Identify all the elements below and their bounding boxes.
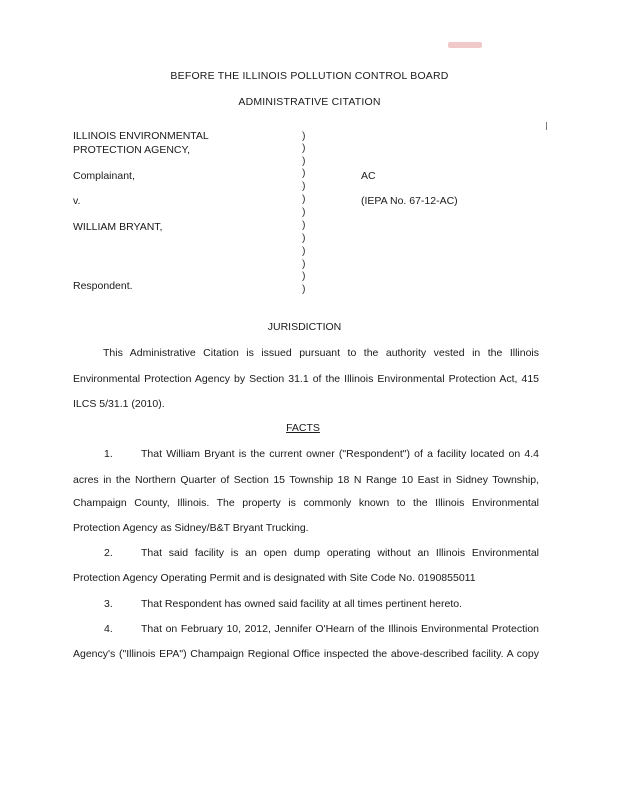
case-type: AC <box>361 170 376 182</box>
jurisdiction-line: Environmental Protection Agency by Section 31.1 of the Illinois Environmental Protection Act, 415 <box>73 373 539 385</box>
caption-paren: ) <box>302 270 306 282</box>
facts-heading: FACTS <box>286 422 320 434</box>
fact-line: That on February 10, 2012, Jennifer O'Hearn of the Illinois Environmental Protection <box>141 623 539 635</box>
respondent-name: WILLIAM BRYANT, <box>73 221 163 233</box>
red-stamp-mark <box>448 42 482 48</box>
caption-paren: ) <box>302 245 306 257</box>
fact-line: Agency's ("Illinois EPA") Champaign Regional Office inspected the above-described facility. A copy <box>73 648 539 660</box>
caption-paren: ) <box>302 142 306 154</box>
document-subtitle: ADMINISTRATIVE CITATION <box>238 96 381 108</box>
jurisdiction-heading: JURISDICTION <box>267 321 342 333</box>
caption-paren: ) <box>302 219 306 231</box>
jurisdiction-line: ILCS 5/31.1 (2010). <box>73 398 165 410</box>
fact-line: That said facility is an open dump operating without an Illinois Environmental <box>141 547 539 559</box>
complainant-name-line1: ILLINOIS ENVIRONMENTAL <box>73 130 209 142</box>
case-number: (IEPA No. 67-12-AC) <box>361 195 458 207</box>
fact-line: acres in the Northern Quarter of Section 15 Township 18 N Range 10 East in Sidney Township, <box>73 474 539 486</box>
fact-line: Protection Agency Operating Permit and is designated with Site Code No. 0190855011 <box>73 572 476 584</box>
jurisdiction-line: This Administrative Citation is issued pursuant to the authority vested in the Illinois <box>103 347 539 359</box>
fact-number: 4. <box>104 623 113 635</box>
caption-paren: ) <box>302 232 306 244</box>
caption-paren: ) <box>302 130 306 142</box>
document-title: BEFORE THE ILLINOIS POLLUTION CONTROL BOARD <box>170 70 449 82</box>
caption-paren: ) <box>302 258 306 270</box>
caption-paren: ) <box>302 283 306 295</box>
complainant-role: Complainant, <box>73 170 135 182</box>
respondent-role: Respondent. <box>73 280 133 292</box>
fact-number: 2. <box>104 547 113 559</box>
complainant-name-line2: PROTECTION AGENCY, <box>73 144 191 156</box>
fact-number: 1. <box>104 448 113 460</box>
caption-paren: ) <box>302 193 306 205</box>
caption-paren: ) <box>302 167 306 179</box>
caption-paren: ) <box>302 180 306 192</box>
fact-line: Champaign County, Illinois. The property is commonly known to the Illinois Environmental <box>73 497 539 509</box>
fact-line: That William Bryant is the current owner ("Respondent") of a facility located on 4.4 <box>141 448 539 460</box>
fact-line: Protection Agency as Sidney/B&T Bryant Trucking. <box>73 522 309 534</box>
caption-paren: ) <box>302 155 306 167</box>
fact-line: That Respondent has owned said facility at all times pertinent hereto. <box>141 598 463 610</box>
caption-paren: ) <box>302 206 306 218</box>
versus-label: v. <box>73 195 81 207</box>
margin-tick-mark <box>546 122 547 130</box>
fact-number: 3. <box>104 598 113 610</box>
